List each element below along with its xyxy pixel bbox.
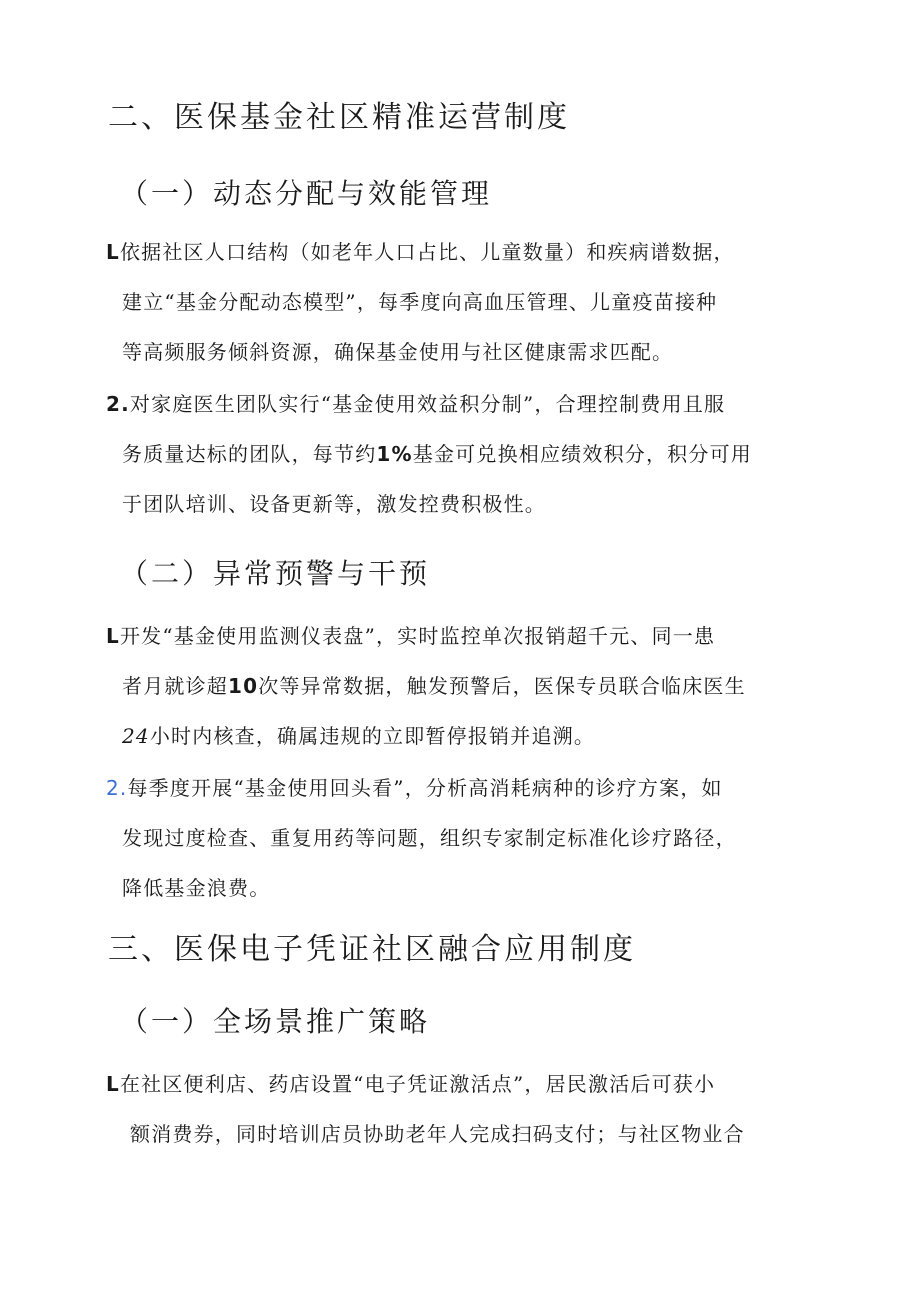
- para-text: 小时内核查，确属违规的立即暂停报销并追溯。: [149, 724, 596, 748]
- list-marker: 2.: [106, 776, 128, 800]
- para-line: 建立“基金分配动态模型”，每季度向高血压管理、儿童疫苗接种: [122, 290, 718, 314]
- section-2-heading: 二、医保基金社区精准运营制度: [108, 100, 570, 135]
- para-line: [106, 620, 715, 649]
- section-3-heading: 三、医保电子凭证社区融合应用制度: [108, 932, 636, 967]
- para-line: 降低基金浪费。: [122, 876, 271, 900]
- para-line: [122, 720, 595, 749]
- para-line: [106, 388, 725, 417]
- para-text: 次等异常数据，触发预警后，医保专员联合临床医生: [258, 674, 746, 698]
- para-text: 开发“基金使用监测仪表盘”，实时监控单次报销超千元、同一患: [119, 624, 716, 648]
- para-text: 务质量达标的团队，每节约: [122, 442, 377, 466]
- para-number: 1%: [376, 442, 413, 466]
- list-marker: L: [106, 624, 120, 648]
- para-line: [122, 670, 746, 699]
- list-marker: L: [106, 1072, 120, 1096]
- para-line: [106, 236, 735, 265]
- list-marker: 2.: [106, 392, 130, 416]
- para-line: [106, 1068, 715, 1097]
- section-2-sub-2-heading: （二）异常预警与干预: [120, 557, 431, 590]
- para-number: 24: [122, 724, 150, 748]
- para-text: 每季度开展“基金使用回头看”，分析高消耗病种的诊疗方案，如: [127, 776, 723, 800]
- para-text: 者月就诊超: [122, 674, 228, 698]
- para-text: 在社区便利店、药店设置“电子凭证激活点”，居民激活后可获小: [119, 1072, 716, 1096]
- para-line: [106, 772, 723, 801]
- para-text: 对家庭医生团队实行“基金使用效益积分制”，合理控制费用且服: [129, 392, 726, 416]
- para-line: 发现过度检查、重复用药等问题，组织专家制定标准化诊疗路径，: [122, 826, 737, 850]
- section-2-sub-1-heading: （一）动态分配与效能管理: [120, 177, 493, 210]
- list-marker: L: [106, 240, 120, 264]
- para-text: 基金可兑换相应绩效积分，积分可用: [412, 442, 752, 466]
- para-text: 依据社区人口结构（如老年人口占比、儿童数量）和疾病谱数据，: [119, 240, 735, 264]
- para-line: 于团队培训、设备更新等，激发控费积极性。: [122, 492, 546, 516]
- para-line: 额消费券，同时培训店员协助老年人完成扫码支付；与社区物业合: [130, 1122, 745, 1146]
- para-number: 10: [228, 674, 259, 698]
- para-line: 等高频服务倾斜资源，确保基金使用与社区健康需求匹配。: [122, 340, 674, 364]
- section-3-sub-1-heading: （一）全场景推广策略: [120, 1005, 431, 1038]
- para-line: [122, 438, 752, 467]
